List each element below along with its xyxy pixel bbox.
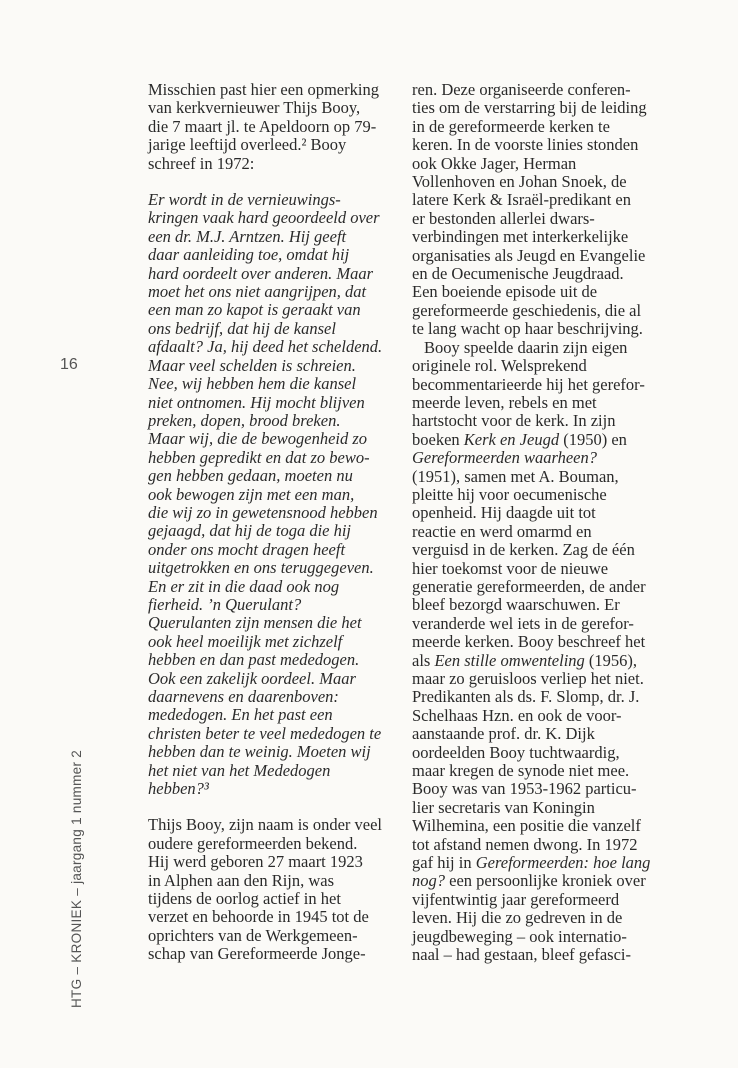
outro-paragraph — [148, 816, 388, 963]
quote-line: niet ontnomen. Hij mocht blijven — [148, 392, 365, 412]
quote-line: hebben en dan past mededogen. — [148, 650, 360, 670]
quote-line: Ook een zakelijk oordeel. Maar — [148, 668, 356, 688]
text-line — [412, 872, 652, 890]
quote-line: Er wordt in de vernieuwings- — [148, 190, 341, 210]
text-line: maar zo geruisloos verliep het niet. — [412, 669, 644, 688]
quote-line: preken, dopen, brood breken. — [148, 410, 341, 430]
text-line: verzet en behoorde in 1945 tot de — [148, 907, 369, 927]
text-line: Misschien past hier een opmerking — [148, 80, 379, 99]
text-line: leven. Hij die zo gedreven in de — [412, 908, 623, 928]
text-line: tot afstand nemen dwong. In 1972 — [412, 834, 638, 854]
text-line: naal – had gestaan, bleef gefasci- — [412, 945, 631, 965]
running-head: HTG – KRONIEK – jaargang 1 nummer 2 — [69, 749, 84, 1008]
text-line: (1951), samen met A. Bouman, — [412, 466, 619, 486]
text-line: pleitte hij voor oecumenische — [412, 484, 607, 504]
quote-line: En er zit in die daad ook nog — [148, 576, 340, 596]
text-line — [412, 854, 652, 872]
text-line: oordeelden Booy tuchtwaardig, — [412, 742, 620, 762]
block-quote — [148, 191, 388, 798]
page-number: 16 — [60, 356, 78, 373]
paragraph-gap — [148, 173, 388, 191]
text-fragment: gaf hij in — [412, 853, 476, 873]
text-line: vijfentwintig jaar gereformeerd — [412, 889, 620, 909]
text-line: Booy speelde daarin zijn eigen — [424, 337, 628, 357]
text-line: te lang wacht op haar beschrijving. — [412, 319, 643, 339]
text-line: verguisd in de kerken. Zag de één — [412, 540, 635, 560]
text-line — [412, 652, 652, 670]
text-line: Schelhaas Hzn. en ook de voor- — [412, 705, 622, 725]
quote-line: kringen vaak hard geoordeeld over — [148, 208, 380, 228]
text-line: in Alphen aan den Rijn, was — [148, 870, 335, 890]
text-line: lier secretaris van Koningin — [412, 797, 595, 817]
text-line: er bestonden allerlei dwars- — [412, 208, 595, 228]
text-line: reactie en werd omarmd en — [412, 521, 592, 541]
text-line: tijdens de oorlog actief in het — [148, 889, 341, 909]
text-line: Vollenhoven en Johan Snoek, de — [412, 172, 627, 192]
continuation-paragraph — [412, 81, 652, 339]
text-line: bleef bezorgd waarschuwen. Er — [412, 595, 620, 615]
quote-line: ook bewogen zijn met een man, — [148, 484, 355, 504]
text-line: jarige leeftijd overleed.² Booy — [148, 135, 347, 155]
text-line: originele rol. Welsprekend — [412, 356, 587, 376]
text-line: meerde leven, rebels en met — [412, 392, 597, 412]
text-line: jeugdbeweging – ook internatio- — [412, 926, 627, 946]
quote-line: Maar veel schelden is schreien. — [148, 355, 356, 375]
text-fragment: een persoonlijke kroniek over — [445, 871, 646, 891]
text-line: aanstaande prof. dr. K. Dijk — [412, 724, 595, 744]
text-line: ook Okke Jager, Herman — [412, 153, 577, 173]
quote-line: een dr. M.J. Arntzen. Hij geeft — [148, 226, 347, 246]
text-line: Predikanten als ds. F. Slomp, dr. J. — [412, 687, 640, 707]
quote-line: die wij zo in gewetensnood hebben — [148, 502, 378, 522]
quote-line: uitgetrokken en ons teruggegeven. — [148, 558, 374, 578]
text-fragment: (1950) en — [559, 429, 627, 449]
book-title: Gereformeerden waarheen? — [412, 448, 597, 468]
quote-line: daar aanleiding toe, omdat hij — [148, 245, 350, 265]
quote-line: mededogen. En het past een — [148, 705, 333, 725]
text-line: gereformeerde geschiedenis, die al — [412, 300, 642, 320]
quote-line: fierheid. ’n Querulant? — [148, 594, 302, 614]
text-line: veranderde wel iets in de gerefor- — [412, 613, 634, 633]
quote-line: hard oordeelt over anderen. Maar — [148, 263, 373, 283]
text-line: van kerkvernieuwer Thijs Booy, — [148, 98, 361, 118]
quote-line: een man zo kapot is geraakt van — [148, 300, 361, 320]
quote-line: christen beter te veel mededogen te — [148, 723, 382, 743]
text-line: maar kregen de synode niet mee. — [412, 761, 630, 781]
text-line: meerde kerken. Booy beschreef het — [412, 632, 646, 652]
text-fragment: (1956), — [584, 650, 638, 670]
text-line: schap van Gereformeerde Jonge- — [148, 944, 366, 964]
quote-line: hebben?³ — [148, 779, 209, 799]
text-line — [412, 431, 652, 449]
book-title: Een stille omwenteling — [434, 650, 585, 670]
book-title: nog? — [412, 871, 445, 891]
text-line: Thijs Booy, zijn naam is onder veel — [148, 815, 383, 835]
quote-line: hebben dan te weinig. Moeten wij — [148, 742, 371, 762]
text-line: Booy was van 1953-1962 particu- — [412, 779, 637, 799]
text-line: Een boeiende episode uit de — [412, 282, 598, 302]
text-line: in de gereformeerde kerken te — [412, 116, 610, 136]
text-line: oudere gereformeerden bekend. — [148, 833, 358, 853]
right-column — [412, 81, 652, 965]
quote-line: gejaagd, dat hij de toga die hij — [148, 521, 352, 541]
text-line: schreef in 1972: — [148, 153, 255, 173]
quote-line: ons bedrijf, dat hij de kansel — [148, 318, 336, 338]
quote-line: hebben gepredikt en dat zo bewo- — [148, 447, 370, 467]
quote-line: Nee, wij hebben hem die kansel — [148, 374, 357, 394]
intro-paragraph — [148, 81, 388, 173]
quote-line: het niet van het Mededogen — [148, 760, 331, 780]
text-line: organisaties als Jeugd en Evangelie — [412, 245, 646, 265]
text-line: hartstocht voor de kerk. In zijn — [412, 411, 616, 431]
text-line: hier toekomst voor de nieuwe — [412, 558, 609, 578]
text-line: die 7 maart jl. te Apeldoorn op 79- — [148, 116, 377, 136]
text-line: Wilhemina, een positie die vanzelf — [412, 816, 641, 836]
text-line: latere Kerk & Israël-predikant en — [412, 190, 631, 210]
quote-line: gen hebben gedaan, moeten nu — [148, 466, 353, 486]
text-line: Hij werd geboren 27 maart 1923 — [148, 852, 363, 872]
text-line: ties om de verstarring bij de leiding — [412, 98, 647, 118]
left-column — [148, 81, 388, 964]
text-fragment: boeken — [412, 429, 464, 449]
book-title: Gereformeerden: hoe lang — [475, 853, 651, 873]
quote-line: ook heel moeilijk met zichzelf — [148, 631, 343, 651]
text-line: generatie gereformeerden, de ander — [412, 576, 646, 596]
booy-paragraph — [412, 339, 652, 965]
quote-line: Querulanten zijn mensen die het — [148, 613, 362, 633]
text-line: ren. Deze organiseerde conferen- — [412, 80, 631, 99]
text-line: verbindingen met interkerkelijke — [412, 227, 629, 247]
quote-line: Maar wij, die de bewogenheid zo — [148, 429, 368, 449]
text-line: en de Oecumenische Jeugdraad. — [412, 264, 624, 284]
text-line: oprichters van de Werkgemeen- — [148, 925, 358, 945]
quote-line: daarnevens en daarenboven: — [148, 687, 339, 706]
quote-line: moet het ons niet aangrijpen, dat — [148, 282, 367, 302]
text-line: openheid. Hij daagde uit tot — [412, 503, 596, 523]
quote-line: afdaalt? Ja, hij deed het scheldend. — [148, 337, 383, 357]
book-title: Kerk en Jeugd — [463, 429, 560, 449]
paragraph-gap — [148, 798, 388, 816]
quote-line: onder ons mocht dragen heeft — [148, 539, 346, 559]
text-line: becommentarieerde hij het gerefor- — [412, 374, 645, 394]
text-line: keren. In de voorste linies stonden — [412, 135, 639, 155]
text-fragment: als — [412, 650, 435, 670]
